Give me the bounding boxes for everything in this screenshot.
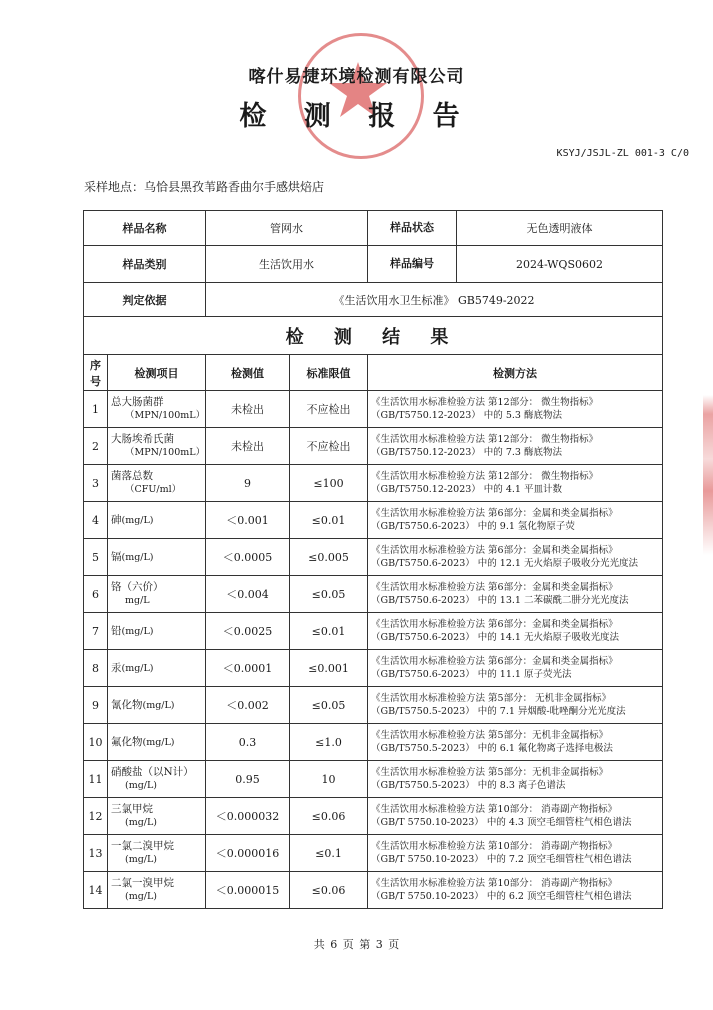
results-title: 检 测 结 果	[84, 317, 663, 355]
column-header-item: 检测项目	[108, 355, 206, 391]
item-unit: (mg/L)	[125, 817, 158, 828]
method-clause: （GB/T5750.6-2023） 中的 13.1 二苯碳酰二肼分光光度法	[371, 595, 629, 606]
document-code: KSYJ/JSJL-ZL 001-3 C/0	[556, 148, 689, 159]
test-item	[108, 539, 206, 576]
row-number: 14	[84, 872, 108, 909]
test-method	[368, 798, 663, 835]
row-number: 3	[84, 465, 108, 502]
test-item	[108, 687, 206, 724]
table-row	[84, 391, 663, 428]
column-header-no: 序号	[84, 355, 108, 391]
test-item	[108, 391, 206, 428]
test-item	[108, 613, 206, 650]
test-method	[368, 872, 663, 909]
test-value: ＜0.000015	[206, 872, 290, 909]
item-name: 二氯一溴甲烷	[111, 877, 174, 889]
standard-limit: ≤1.0	[290, 724, 368, 761]
table-row	[84, 613, 663, 650]
report-table	[83, 210, 663, 909]
test-value: ＜0.0025	[206, 613, 290, 650]
method-standard: 《生活饮用水标准检验方法 第5部分： 无机非金属指标》	[371, 693, 612, 704]
item-unit: (mg/L)	[121, 551, 154, 563]
column-header-row	[84, 355, 663, 391]
standard-limit: ≤0.01	[290, 502, 368, 539]
total-pages: 共 6 页	[313, 938, 354, 951]
test-value: ＜0.004	[206, 576, 290, 613]
table-row	[84, 798, 663, 835]
sample-no-label: 样品编号	[368, 246, 457, 282]
test-method	[368, 391, 663, 428]
test-method	[368, 502, 663, 539]
table-row	[84, 502, 663, 539]
item-name: 三氯甲烷	[111, 803, 153, 815]
method-clause: （GB/T5750.6-2023） 中的 9.1 氢化物原子荧	[371, 521, 575, 532]
standard-limit: ≤0.1	[290, 835, 368, 872]
test-method	[368, 465, 663, 502]
page-footer	[0, 936, 713, 952]
test-value: ＜0.0001	[206, 650, 290, 687]
row-number: 1	[84, 391, 108, 428]
item-name: 总大肠菌群	[111, 396, 164, 408]
test-value: ＜0.001	[206, 502, 290, 539]
result-rows	[84, 391, 663, 909]
info-row	[84, 211, 663, 246]
table-row	[84, 687, 663, 724]
sample-type-value: 生活饮用水	[206, 246, 368, 283]
row-number: 5	[84, 539, 108, 576]
standard-limit: ≤0.06	[290, 798, 368, 835]
test-method	[368, 539, 663, 576]
item-unit: （MPN/100mL）	[125, 447, 206, 458]
item-unit: （CFU/ml）	[125, 484, 182, 495]
test-value: ＜0.000032	[206, 798, 290, 835]
sample-no-value: 2024-WQS0602	[516, 257, 603, 271]
row-number: 10	[84, 724, 108, 761]
standard-limit: 不应检出	[290, 391, 368, 428]
item-name: 大肠埃希氏菌	[111, 433, 174, 445]
test-method	[368, 761, 663, 798]
test-item	[108, 502, 206, 539]
sample-state-value: 无色透明液体	[526, 222, 593, 235]
sampling-location	[84, 178, 324, 195]
row-number: 9	[84, 687, 108, 724]
standard-limit: ≤0.05	[290, 576, 368, 613]
test-item	[108, 576, 206, 613]
test-item	[108, 872, 206, 909]
standard-limit: 10	[290, 761, 368, 798]
table-row	[84, 835, 663, 872]
table-row	[84, 761, 663, 798]
sample-type-label: 样品类别	[84, 246, 206, 283]
test-item	[108, 465, 206, 502]
item-unit: (mg/L)	[125, 854, 158, 865]
item-name: 一氯二溴甲烷	[111, 840, 174, 852]
method-standard: 《生活饮用水标准检验方法 第10部分： 消毒副产物指标》	[371, 804, 618, 815]
current-page: 第 3 页	[359, 938, 400, 951]
item-unit: (mg/L)	[125, 780, 158, 791]
test-item	[108, 650, 206, 687]
item-unit: (mg/L)	[142, 699, 175, 711]
method-standard: 《生活饮用水标准检验方法 第10部分： 消毒副产物指标》	[371, 878, 618, 889]
test-value: ＜0.0005	[206, 539, 290, 576]
location-label: 采样地点：	[84, 180, 145, 194]
standard-limit: 不应检出	[290, 428, 368, 465]
row-number: 6	[84, 576, 108, 613]
method-standard: 《生活饮用水标准检验方法 第5部分：无机非金属指标》	[371, 730, 609, 741]
method-clause: （GB/T5750.5-2023） 中的 7.1 异烟酸-吡唑酮分光光度法	[371, 706, 626, 717]
row-number: 8	[84, 650, 108, 687]
standard-limit: ≤0.001	[290, 650, 368, 687]
method-clause: （GB/T5750.6-2023） 中的 14.1 无火焰原子吸收光度法	[371, 632, 619, 643]
test-method	[368, 576, 663, 613]
item-unit: (mg/L)	[121, 662, 154, 674]
test-method	[368, 724, 663, 761]
row-number: 7	[84, 613, 108, 650]
row-number: 11	[84, 761, 108, 798]
test-method	[368, 687, 663, 724]
method-clause: （GB/T 5750.10-2023） 中的 6.2 顶空毛细管柱气相色谱法	[371, 891, 632, 902]
test-value: ＜0.000016	[206, 835, 290, 872]
standard-limit: ≤0.01	[290, 613, 368, 650]
row-number: 4	[84, 502, 108, 539]
test-method	[368, 428, 663, 465]
method-clause: （GB/T5750.5-2023） 中的 8.3 离子色谱法	[371, 780, 566, 791]
basis-label: 判定依据	[84, 283, 206, 317]
table-row	[84, 650, 663, 687]
item-name: 铬（六价）	[111, 581, 164, 593]
item-name: 氰化物	[111, 698, 143, 711]
item-unit: (mg/L)	[125, 891, 158, 902]
item-name: 氟化物	[111, 735, 143, 748]
method-standard: 《生活饮用水标准检验方法 第12部分： 微生物指标》	[371, 434, 599, 445]
method-clause: （GB/T5750.5-2023） 中的 6.1 氟化物离子选择电极法	[371, 743, 613, 754]
sample-state-cell	[368, 211, 663, 246]
column-header-value: 检测值	[206, 355, 290, 391]
method-clause: （GB/T5750.12-2023） 中的 7.3 酶底物法	[371, 447, 562, 458]
item-name: 菌落总数	[111, 470, 153, 482]
basis-value: 《生活饮用水卫生标准》 GB5749-2022	[206, 283, 663, 317]
table-row	[84, 465, 663, 502]
standard-limit: ≤0.05	[290, 687, 368, 724]
standard-limit: ≤100	[290, 465, 368, 502]
column-header-method: 检测方法	[368, 355, 663, 391]
item-name: 汞	[111, 661, 122, 674]
method-standard: 《生活饮用水标准检验方法 第6部分：金属和类金属指标》	[371, 582, 618, 593]
table-row	[84, 724, 663, 761]
location-value: 乌恰县黑孜苇路香曲尔手感烘焙店	[144, 180, 325, 194]
item-unit: (mg/L)	[142, 736, 175, 748]
test-value: 9	[206, 465, 290, 502]
test-value: 0.95	[206, 761, 290, 798]
item-unit: (mg/L)	[121, 514, 154, 526]
test-item	[108, 428, 206, 465]
row-number: 2	[84, 428, 108, 465]
method-standard: 《生活饮用水标准检验方法 第6部分：金属和类金属指标》	[371, 545, 618, 556]
standard-limit: ≤0.005	[290, 539, 368, 576]
method-standard: 《生活饮用水标准检验方法 第5部分：无机非金属指标》	[371, 767, 609, 778]
test-item	[108, 724, 206, 761]
method-clause: （GB/T5750.12-2023） 中的 4.1 平皿计数	[371, 484, 562, 495]
sample-state-label: 样品状态	[368, 211, 457, 245]
table-row	[84, 576, 663, 613]
method-standard: 《生活饮用水标准检验方法 第6部分：金属和类金属指标》	[371, 656, 618, 667]
row-number: 12	[84, 798, 108, 835]
method-standard: 《生活饮用水标准检验方法 第12部分： 微生物指标》	[371, 397, 599, 408]
method-standard: 《生活饮用水标准检验方法 第12部分： 微生物指标》	[371, 471, 599, 482]
item-name: 硝酸盐（以N计）	[111, 766, 194, 778]
column-header-limit: 标准限值	[290, 355, 368, 391]
item-name: 镉	[111, 550, 122, 563]
method-clause: （GB/T 5750.10-2023） 中的 4.3 顶空毛细管柱气相色谱法	[371, 817, 632, 828]
company-name: 喀什易捷环境检测有限公司	[248, 67, 465, 87]
item-unit: mg/L	[125, 595, 150, 606]
info-row	[84, 283, 663, 317]
method-standard: 《生活饮用水标准检验方法 第6部分：金属和类金属指标》	[371, 508, 618, 519]
table-row	[84, 539, 663, 576]
test-value: 未检出	[206, 391, 290, 428]
test-method	[368, 650, 663, 687]
row-number: 13	[84, 835, 108, 872]
standard-limit: ≤0.06	[290, 872, 368, 909]
info-row	[84, 246, 663, 283]
item-name: 铅	[111, 624, 122, 637]
method-clause: （GB/T5750.12-2023） 中的 5.3 酶底物法	[371, 410, 562, 421]
item-unit: (mg/L)	[121, 625, 154, 637]
test-item	[108, 798, 206, 835]
test-item	[108, 835, 206, 872]
method-clause: （GB/T 5750.10-2023） 中的 7.2 顶空毛细管柱气相色谱法	[371, 854, 632, 865]
item-unit: （MPN/100mL）	[125, 410, 206, 421]
table-row	[84, 428, 663, 465]
seal-edge-mark	[703, 395, 713, 555]
test-value: 0.3	[206, 724, 290, 761]
test-value: ＜0.002	[206, 687, 290, 724]
test-value: 未检出	[206, 428, 290, 465]
method-clause: （GB/T5750.6-2023） 中的 11.1 原子荧光法	[371, 669, 572, 680]
sample-name-value: 管网水	[206, 211, 368, 246]
report-title: 检 测 报 告	[239, 101, 474, 132]
method-clause: （GB/T5750.6-2023） 中的 12.1 无火焰原子吸收分光光度法	[371, 558, 638, 569]
item-name: 砷	[111, 513, 122, 526]
table-row	[84, 872, 663, 909]
method-standard: 《生活饮用水标准检验方法 第10部分： 消毒副产物指标》	[371, 841, 618, 852]
sample-no-cell	[368, 246, 663, 283]
method-standard: 《生活饮用水标准检验方法 第6部分：金属和类金属指标》	[371, 619, 618, 630]
test-item	[108, 761, 206, 798]
test-method	[368, 613, 663, 650]
sample-name-label: 样品名称	[84, 211, 206, 246]
test-method	[368, 835, 663, 872]
